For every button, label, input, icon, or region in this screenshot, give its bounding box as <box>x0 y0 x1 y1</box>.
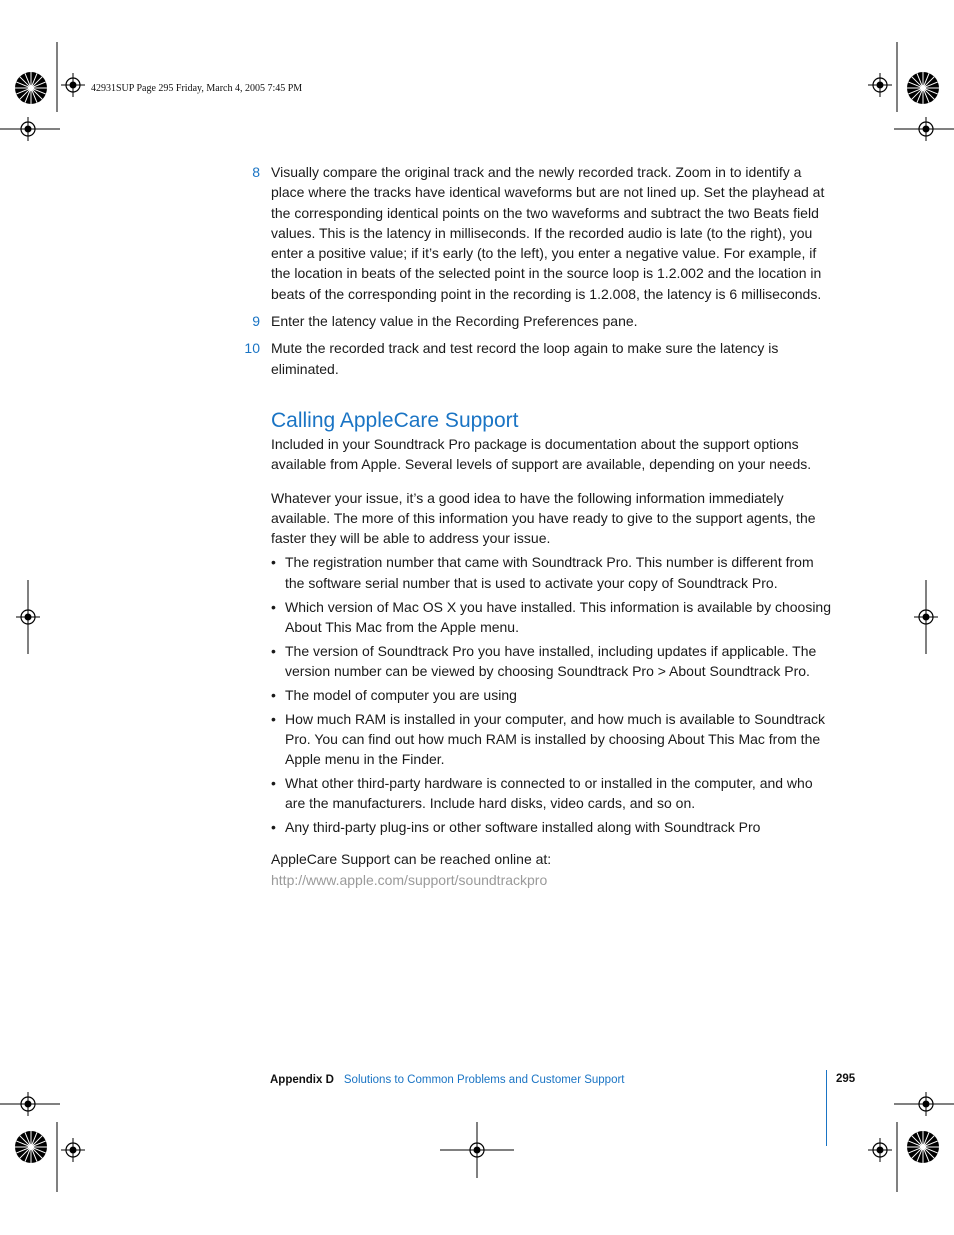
footer-appendix: Appendix D <box>270 1074 334 1086</box>
section-paragraph: Whatever your issue, it’s a good idea to have the following information immediately available. The more of this information you have ready to give to the support agents, the faster they will be able to address your issue. <box>271 489 816 547</box>
step-10 <box>244 338 831 379</box>
page-content <box>244 162 832 890</box>
print-slug: 42931SUP Page 295 Friday, March 4, 2005 7:45 PM <box>91 83 303 94</box>
list-item: • Any third-party plug-ins or other software installed along with Soundtrack Pro <box>271 819 761 836</box>
info-list <box>271 552 831 837</box>
section-intro: Included in your Soundtrack Pro package is documentation about the support options available from Apple. Several levels of support are available, depending on your needs. <box>271 435 812 473</box>
step-text: Mute the recorded track and test record the loop again to make sure the latency is eliminated. <box>271 340 779 377</box>
section-heading: Calling AppleCare Support <box>271 408 519 432</box>
step-number: 10 <box>244 340 260 357</box>
footer-divider <box>826 1070 827 1146</box>
step-number: 9 <box>252 313 260 330</box>
step-9 <box>252 311 831 331</box>
step-text: Enter the latency value in the Recording Preferences pane. <box>271 313 638 330</box>
list-item: • Which version of Mac OS X you have installed. This information is available by choosing About This Mac from the Apple menu. <box>271 598 832 635</box>
list-item: • What other third-party hardware is connected to or installed in the computer, and who are the manufacturers. Include hard disks, video cards, and so on. <box>271 774 813 812</box>
list-item: • The version of Soundtrack Pro you have installed, including updates if applicable. The version number can be viewed by choosing Soundtrack Pro > About Soundtrack Pro. <box>271 642 817 679</box>
step-8 <box>252 162 831 304</box>
list-item: • The registration number that came with Soundtrack Pro. This number is different from the software serial number that is used to activate your copy of Soundtrack Pro. <box>271 554 814 591</box>
closing-text: AppleCare Support can be reached online at: <box>271 851 552 868</box>
step-number: 8 <box>252 164 260 180</box>
list-item: • How much RAM is installed in your computer, and how much is available to Soundtrack Pro. You can find out how much RAM is installed by choosing About This Mac from the Apple menu in the Finder. <box>271 710 826 768</box>
list-item: • The model of computer you are using <box>271 686 517 703</box>
footer-chapter-title: Solutions to Common Problems and Customer Support <box>343 1074 625 1086</box>
page-number: 295 <box>836 1073 856 1085</box>
step-text: Visually compare the original track and the newly recorded track. Zoom in to identify a place where the tracks have identical waveforms but are not lined up. Set the playhead at the corresponding identical points on the two waveforms and subtract the two Beats field values. This is the latency in milliseconds. If the recorded audio is late (to the right), you enter a positive value; if it’s early (to the left), you enter a negative value. For example, if the location in beats of the selected point in the source loop is 1.2.002 and the location in beats of the corresponding point in the recording is 1.2.008, the latency is 6 milliseconds. <box>271 164 825 302</box>
support-url-link[interactable]: http://www.apple.com/support/soundtrackpro <box>271 871 548 888</box>
page-footer <box>270 1073 625 1087</box>
